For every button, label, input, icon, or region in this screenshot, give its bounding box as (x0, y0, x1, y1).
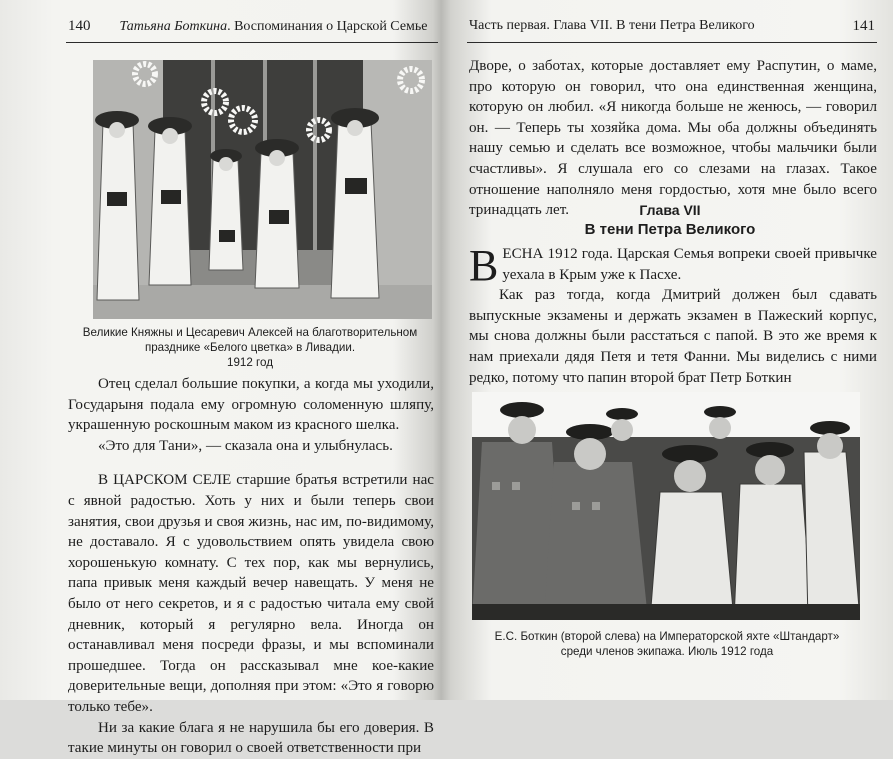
chapter-title: В тени Петра Великого (584, 221, 756, 238)
caption-line: празднике «Белого цветка» в Ливадии. (144, 341, 356, 354)
caption-line: Е.С. Боткин (второй слева) на Императорской яхте «Штандарт» (494, 630, 840, 643)
caption-line: Великие Княжны и Цесаревич Алексей на благотворительном (82, 326, 418, 339)
right-page (447, 0, 893, 700)
photo-botkin-on-yacht (472, 392, 860, 620)
left-page-header (68, 18, 434, 35)
paragraph: В ЦАРСКОМ СЕЛЕ старшие братья встретили нас с явной радостью. Хоть у них и были теперь свои занятия, свои друзья и своя жизнь, нас им, по-видимому, не доставало. Я с удовольствием опять увидела свою хорошенькую комнату. С тех пор, как мы вернулись, папа привык меня каждый вечер навещать. У меня не было от него секретов, и я с радостью читала ему свой дневник, который я регулярно вела. Иногда он останавливал меня посреди фразы, и мы вспоминали прошедшее. Тогда он рассказывал мне кое-какие доверительные вещи, дополняя при этом: «Это я говорю только тебе». (68, 472, 434, 715)
right-chapter-text (469, 241, 877, 388)
page-number-left: 140 (68, 18, 91, 34)
running-title-book: . Воспоминания о Царской Семье (227, 19, 428, 34)
photo-caption-right (457, 629, 877, 659)
running-title-right: Часть первая. Глава VII. В тени Петра Великого (469, 18, 755, 33)
paragraph: Как раз тогда, когда Дмитрий должен был сдавать выпускные экзамены и держать экзамен в Пажеский корпус, мы снова должны были расстаться с папой. В это же время к нам приехали дядя Петя и тетя Фанни. Мы виделись с ними редко, потому что папин второй брат Петр Боткин (469, 287, 877, 386)
left-page-body (68, 374, 434, 759)
paragraph: Дворе, о заботах, которые доставляет ему Распутин, о маме, про которую он говорил, что она единственная женщина, которую он любил. «Я никогда больше не женюсь, — говорил он. — Теперь ты хозяйка дома. Мы оба должны объединять нашу семью и сделать все возможное, чтобы мальчики были счастливы». Я слушала его со слезами на глазах. Такое отношение наполняло меня гордостью, хотя мне было всего тринадцать лет. (469, 58, 877, 219)
header-rule-right (467, 42, 877, 43)
right-intro-text (469, 56, 877, 221)
drop-cap: В (469, 241, 499, 290)
paragraph: ЕСНА 1912 года. Царская Семья вопреки своей привычке уехала в Крым уже к Пасхе. (502, 246, 877, 283)
caption-line: 1912 год (227, 356, 273, 369)
photo-caption-left (62, 325, 438, 370)
chapter-label: Глава VII (639, 202, 701, 218)
right-page-header (469, 18, 875, 34)
running-title-author: Татьяна Боткина (119, 19, 228, 34)
caption-line: среди членов экипажа. Июль 1912 года (560, 645, 774, 658)
left-page (0, 0, 446, 757)
paragraph: «Это для Тани», — сказала она и улыбнулась. (98, 437, 393, 454)
photo-grand-duchesses (93, 60, 432, 319)
paragraph: Ни за какие блага я не нарушила бы его доверия. В такие минуты он говорил о своей ответственности при (68, 719, 434, 757)
header-rule-left (66, 42, 438, 43)
page-number-right: 141 (852, 18, 875, 34)
paragraph: Отец сделал большие покупки, а когда мы уходили, Государыня подала ему огромную соломенную шляпу, украшенную роскошным маком из красного шелка. (68, 376, 434, 434)
